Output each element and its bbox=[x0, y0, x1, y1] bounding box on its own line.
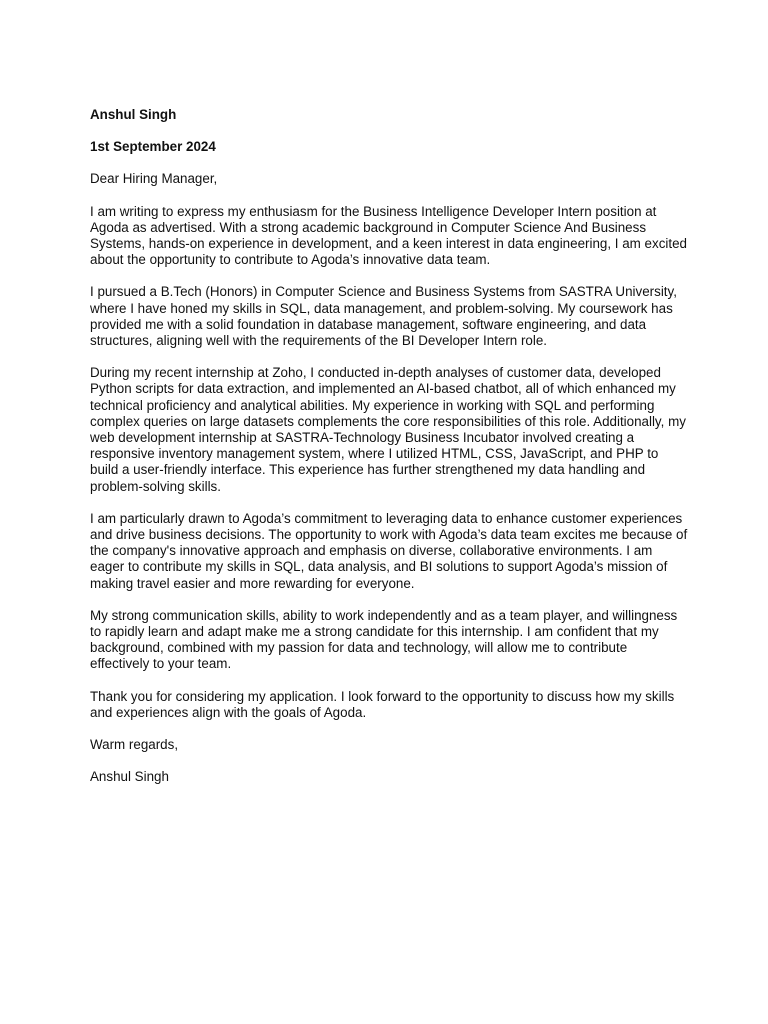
body-paragraph-2: I pursued a B.Tech (Honors) in Computer Science and Business Systems from SASTRA University, where I have honed my skills in SQL, data management, and problem-solving. My coursework has provided me with a solid foundation in database management, software engineering, and data structures, aligning well with the requirements of the BI Developer Intern role. bbox=[90, 284, 677, 349]
signature-name: Anshul Singh bbox=[90, 769, 169, 785]
body-paragraph-1: I am writing to express my enthusiasm for the Business Intelligence Developer Intern position at Agoda as advertised. With a strong academic background in Computer Science And Business Systems, hands-on experience in development, and a keen interest in data engineering, I am excited about the opportunity to contribute to Agoda’s innovative data team. bbox=[90, 203, 687, 268]
body-paragraph-3: During my recent internship at Zoho, I conducted in-depth analyses of customer data, developed Python scripts for data extraction, and implemented an AI-based chatbot, all of which enhanced my technical proficiency and analytical abilities. My experience in working with SQL and performing complex queries on large datasets complements the core responsibilities of this role. Additionally, my web development internship at SASTRA-Technology Business Incubator involved creating a responsive inventory management system, where I utilized HTML, CSS, JavaScript, and PHP to build a user-friendly interface. This experience has further strengthened my data handling and problem-solving skills. bbox=[90, 365, 686, 494]
salutation: Dear Hiring Manager, bbox=[90, 171, 218, 187]
letter-date: 1st September 2024 bbox=[90, 139, 216, 155]
body-paragraph-4: I am particularly drawn to Agoda’s commitment to leveraging data to enhance customer experiences and drive business decisions. The opportunity to work with Agoda’s data team excites me because of the company's innovative approach and emphasis on diverse, collaborative environments. I am eager to contribute my skills in SQL, data analysis, and BI solutions to support Agoda’s mission of making travel easier and more rewarding for everyone. bbox=[90, 510, 688, 591]
closing: Warm regards, bbox=[90, 737, 179, 753]
body-paragraph-5: My strong communication skills, ability to work independently and as a team player, and willingness to rapidly learn and adapt make me a strong candidate for this internship. I am confident that my background, combined with my passion for data and technology, will allow me to contribute effectively to your team. bbox=[90, 607, 678, 672]
sender-name: Anshul Singh bbox=[90, 107, 177, 122]
body-paragraph-6: Thank you for considering my application. I look forward to the opportunity to discuss how my skills and experiences align with the goals of Agoda. bbox=[90, 688, 675, 720]
